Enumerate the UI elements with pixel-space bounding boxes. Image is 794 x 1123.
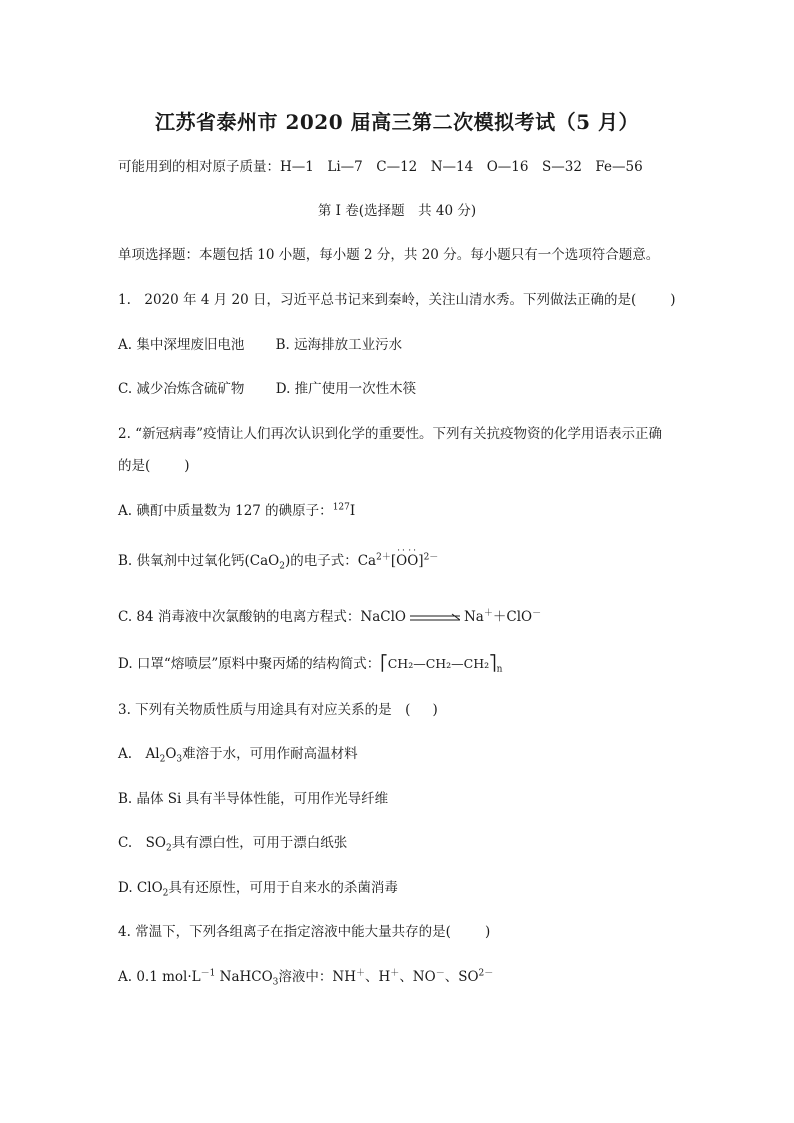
question-2-stem-line1: 2. “新冠病毒”疫情让人们再次认识到化学的重要性。下列有关抗疫物资的化学用语表示正确 xyxy=(118,426,662,442)
q2-option-c-text: C. 84 消毒液中次氯酸钠的电离方程式：NaClO xyxy=(118,609,406,625)
q2-option-a-symbol: I xyxy=(349,503,356,519)
q2-option-c-clo: ＋ClO xyxy=(492,609,533,625)
q3-option-d-pre: D. ClO xyxy=(118,880,163,896)
q4-option-a-h: 、H xyxy=(365,969,391,985)
q4-option-a-h-charge: ＋ xyxy=(390,968,400,979)
q2-option-c-na: Na xyxy=(463,609,484,625)
question-3-paren-close: ) xyxy=(432,702,438,718)
q2-option-b-anion-charge: 2－ xyxy=(423,552,439,563)
question-3-stem xyxy=(118,701,438,719)
q3-option-d-sub: 2 xyxy=(162,888,169,899)
q3-option-a-sub2: 3 xyxy=(176,754,183,765)
q2-option-a-mass-number: 127 xyxy=(332,502,350,513)
q4-option-a-sup1: －1 xyxy=(200,968,216,979)
q2-option-d-text: D. 口罩“熔喷层”原料中聚丙烯的结构简式： xyxy=(118,656,381,672)
q4-option-a-sub: 3 xyxy=(272,977,279,988)
question-3-option-d xyxy=(118,879,398,897)
question-3-option-c xyxy=(118,834,347,852)
q2-option-b-text: B. 供氧剂中过氧化钙(CaO xyxy=(118,553,280,569)
q2-option-d-n: n xyxy=(496,664,503,675)
question-4-option-a xyxy=(118,968,493,986)
q3-option-d-rest: 具有还原性，可用于自来水的杀菌消毒 xyxy=(168,880,398,896)
question-4-stem xyxy=(118,923,490,941)
question-3-option-b: B. 晶体 Si 具有半导体性能，可用作光导纤维 xyxy=(118,791,389,807)
question-4-text: 4. 常温下，下列各组离子在指定溶液中能大量共存的是( xyxy=(118,924,451,940)
instructions: 单项选择题：本题包括 10 小题，每小题 2 分，共 20 分。每小题只有一个选项符合题意。 xyxy=(118,247,660,263)
q2-option-a-text: A. 碘酊中质量数为 127 的碘原子： xyxy=(118,503,333,519)
q4-option-a-pre: A. 0.1 mol·L xyxy=(118,969,201,985)
exam-title: 江苏省泰州市 2020 届高三第二次模拟考试（5 月） xyxy=(155,110,639,134)
question-2-paren-close: ) xyxy=(184,458,190,474)
polymer-bracket-right-icon: ⎤ xyxy=(489,654,497,672)
q2-option-b-sub: 2 xyxy=(279,561,285,572)
q4-option-a-mid: NaHCO xyxy=(215,969,273,985)
question-1-paren-close: ) xyxy=(670,292,676,308)
section-heading: 第 I 卷(选择题 共 40 分) xyxy=(317,203,477,219)
question-4-paren-close: ) xyxy=(484,924,491,940)
q3-option-c-sub: 2 xyxy=(165,843,172,854)
q3-option-c-pre: C. SO xyxy=(118,835,166,851)
question-2-stem-line2 xyxy=(118,457,190,475)
question-1-options-ab: A. 集中深埋废旧电池 B. 远海排放工业污水 xyxy=(118,337,403,353)
question-2-option-d xyxy=(118,654,502,673)
question-2-option-b xyxy=(118,552,438,570)
equilibrium-arrow-icon xyxy=(410,613,460,623)
question-2-option-a xyxy=(118,502,355,520)
q4-option-a-nh-charge: ＋ xyxy=(356,968,366,979)
polymer-bracket-left-icon: ⎡ xyxy=(380,654,388,672)
question-1-stem xyxy=(118,291,676,309)
q2-option-b-rest: )的电子式：Ca xyxy=(284,553,377,569)
q2-option-b-ca-charge: 2＋ xyxy=(376,552,391,563)
question-2-text: 的是( xyxy=(118,458,151,474)
q4-option-a-no-charge: － xyxy=(435,968,445,979)
question-2-option-c xyxy=(118,608,541,626)
q3-option-a-sub1: 2 xyxy=(159,754,166,765)
question-1-options-cd: C. 减少冶炼含硫矿物 D. 推广使用一次性木筷 xyxy=(118,381,417,397)
q4-option-a-no: 、NO xyxy=(399,969,436,985)
q4-option-a-so-charge: 2－ xyxy=(478,968,494,979)
q2-option-b-oxygen-2: ·· O xyxy=(407,552,418,570)
q2-option-b-oxygen-1: ·· O xyxy=(396,552,407,570)
question-3-text: 3. 下列有关物质性质与用途具有对应关系的是 ( xyxy=(118,702,411,718)
q3-option-c-rest: 具有漂白性，可用于漂白纸张 xyxy=(171,835,348,851)
q3-option-a-rest: 难溶于水，可用作耐高温材料 xyxy=(182,746,358,762)
atomic-masses: 可能用到的相对原子质量：H—1 Li—7 C—12 N—14 O—16 S—32 Fe—56 xyxy=(118,159,643,175)
question-1-text: 1. 2020 年 4 月 20 日，习近平总书记来到秦岭，关注山清水秀。下列做法正确的是( xyxy=(118,292,637,308)
q3-option-a-mid: O xyxy=(165,746,177,762)
q2-option-c-na-charge: ＋ xyxy=(483,608,493,619)
q2-option-b-bracket-close: ] xyxy=(418,553,424,569)
q3-option-a-pre: A. Al xyxy=(118,746,160,762)
q4-option-a-so: 、SO xyxy=(444,969,479,985)
question-3-option-a xyxy=(118,745,358,763)
q2-option-d-formula: CH₂—CH₂—CH₂ xyxy=(387,656,490,671)
q4-option-a-rest: 溶液中：NH xyxy=(278,969,356,985)
q2-option-c-clo-charge: － xyxy=(532,608,542,619)
q2-option-b-bracket-open: [ xyxy=(390,553,397,569)
